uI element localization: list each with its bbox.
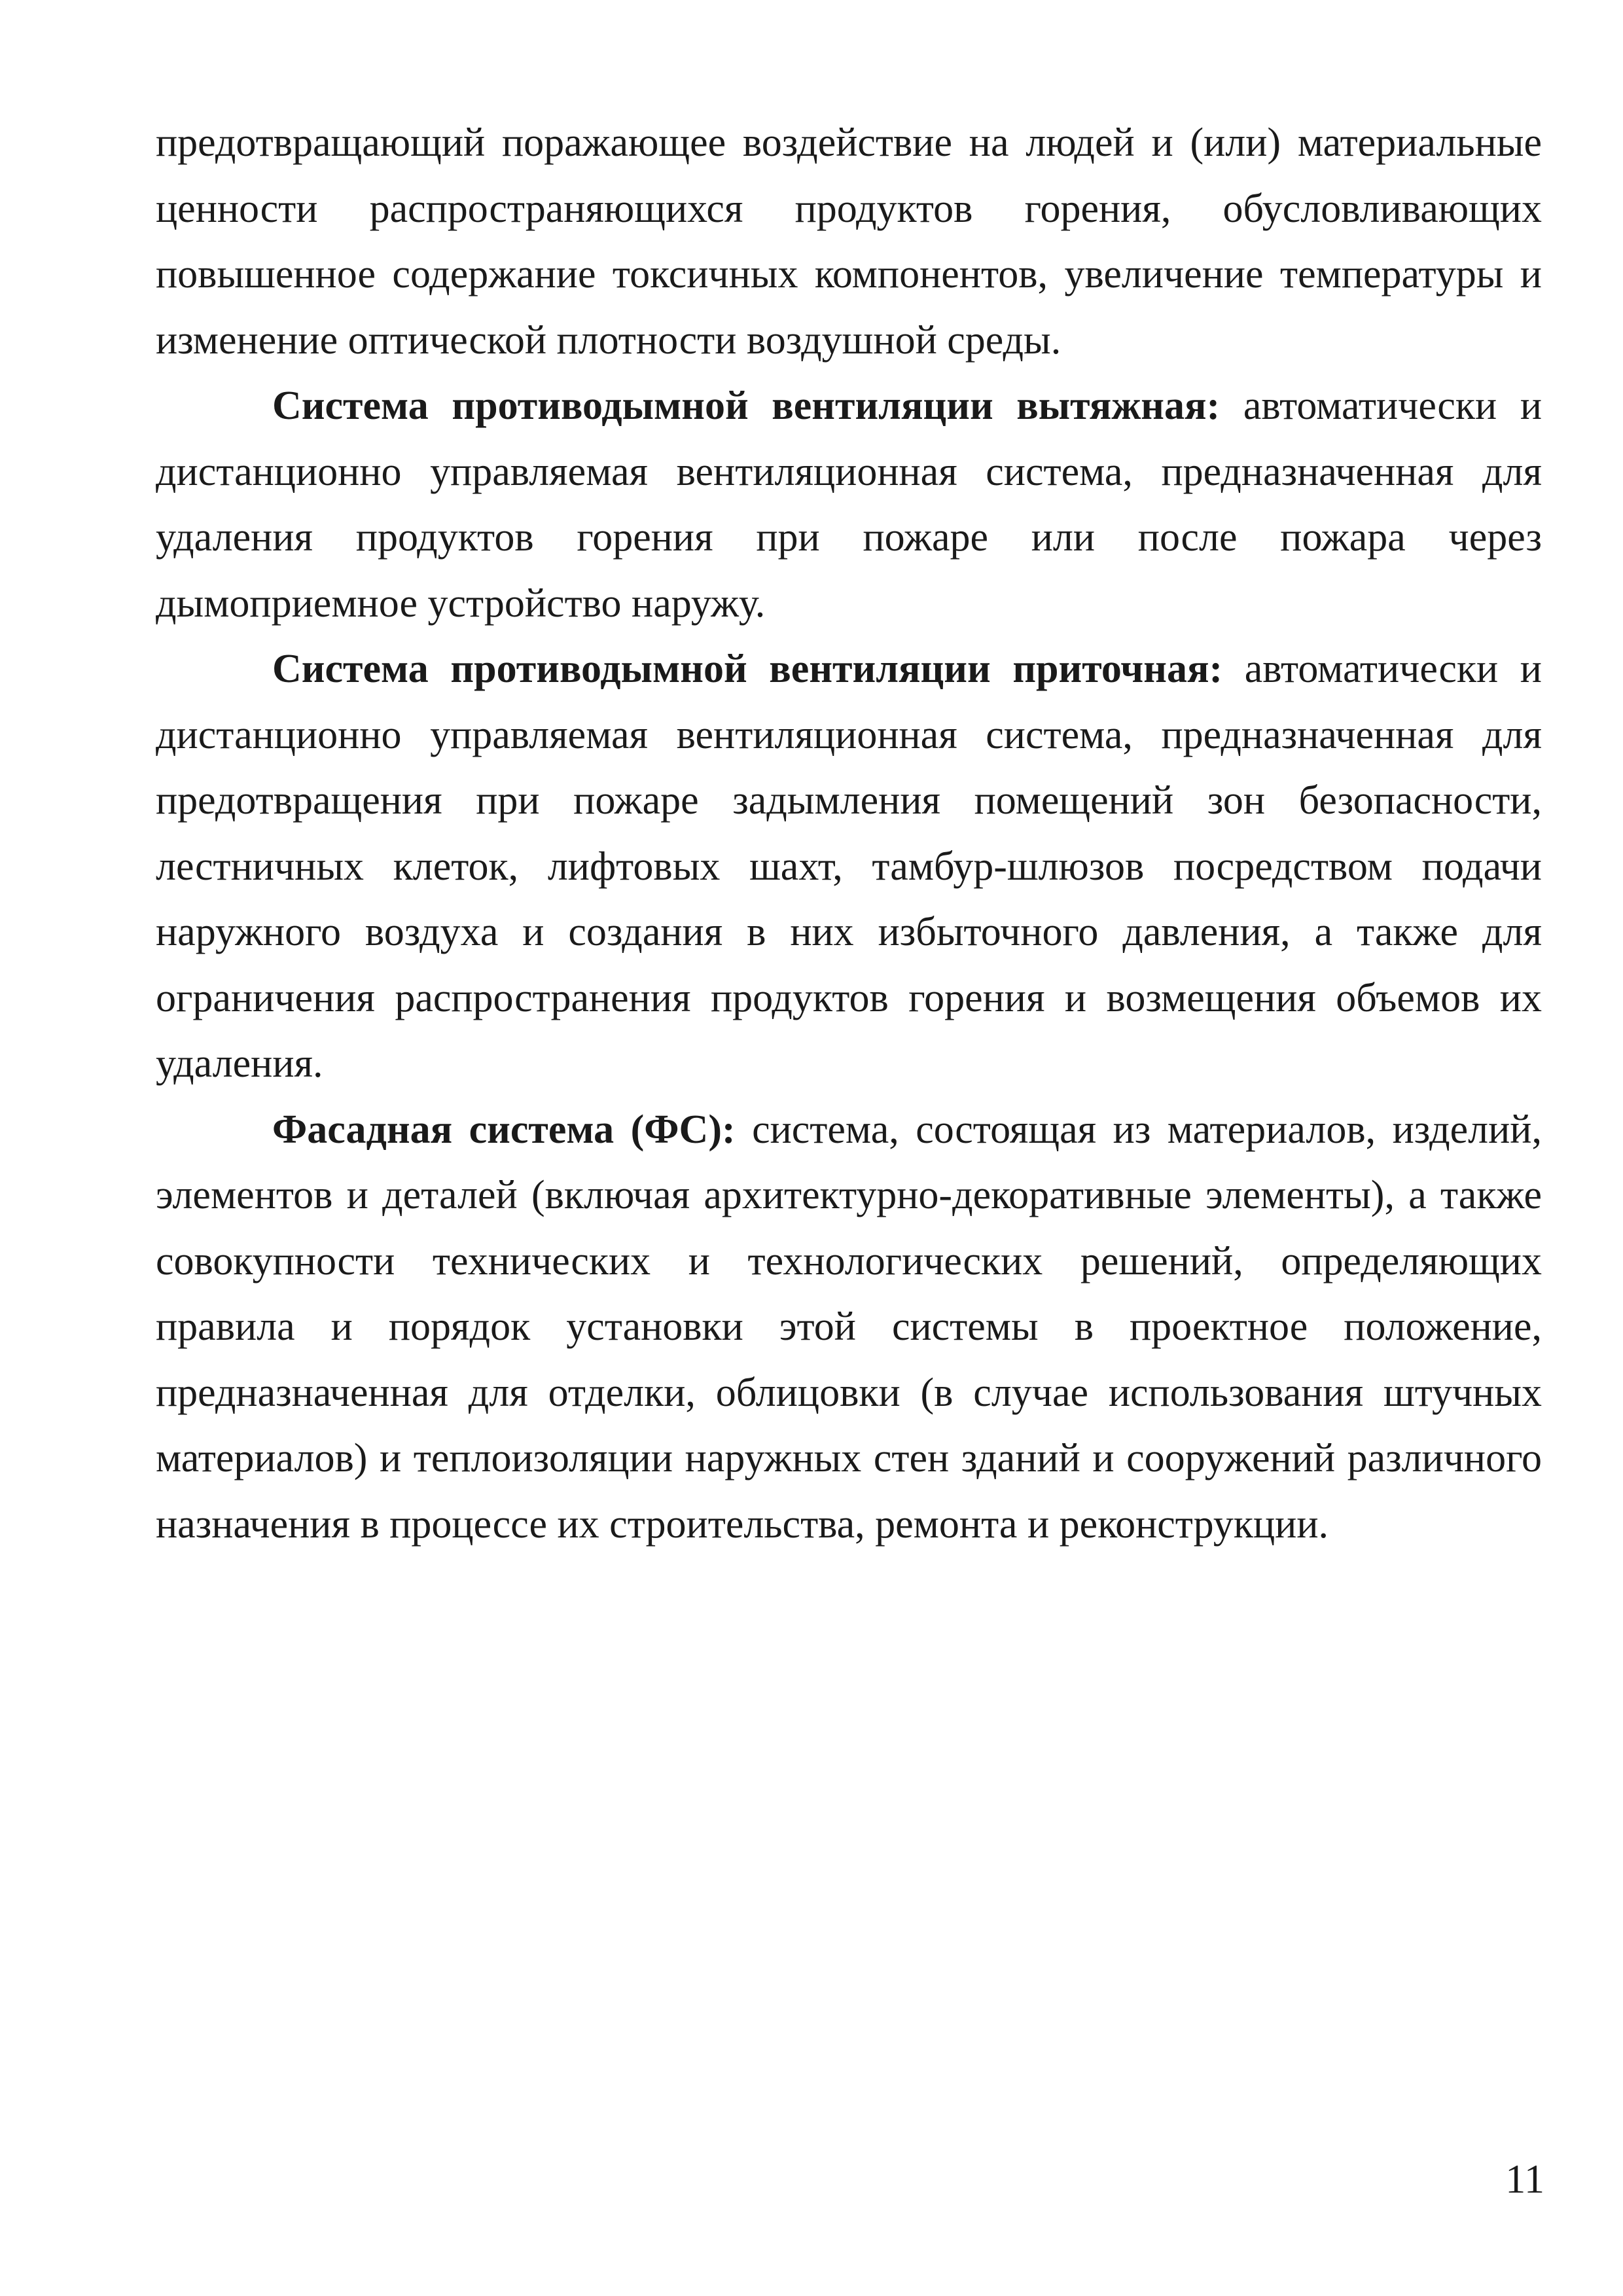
definition-text: автоматически и дистанционно управляемая вентиляционная система, предназначенная для удаления продуктов горения при пожаре или после пожара через дымоприемное устройство наружу. (156, 384, 1543, 626)
document-body (156, 110, 1542, 1557)
definition-term: Система противодымной вентиляции вытяжная: (272, 384, 1221, 428)
definition-facade-system (156, 1097, 1542, 1558)
paragraph-continuation (156, 110, 1542, 373)
definition-supply-smoke-ventilation (156, 636, 1542, 1097)
paragraph-text: предотвращающий поражающее воздействие на людей и (или) материальные ценности распространяющихся продуктов горения, обусловливающих повышенное содержание токсичных компонентов, увеличение температуры и изменение оптической плотности воздушной среды. (156, 120, 1542, 363)
page-number: 11 (1505, 2157, 1544, 2202)
definition-term: Фасадная система (ФС): (272, 1107, 736, 1152)
definition-text: автоматически и дистанционно управляемая вентиляционная система, предназначенная для предотвращения при пожаре задымления помещений зон безопасности, лестничных клеток, лифтовых шахт, тамбур-шлюзов посредством подачи наружного воздуха и создания в них избыточного давления, а также для ограничения распространения продуктов горения и возмещения объемов их удаления. (156, 647, 1542, 1086)
definition-exhaust-smoke-ventilation (156, 373, 1542, 636)
definition-text: система, состоящая из материалов, изделий, элементов и деталей (включая архитектурно-декоративные элементы), а также совокупности технических и технологических решений, определяющих правила и порядок установки этой системы в проектное положение, предназначенная для отделки, облицовки (в случае использования штучных материалов) и теплоизоляции наружных стен зданий и сооружений различного назначения в процессе их строительства, ремонта и реконструкции. (156, 1107, 1542, 1547)
definition-term: Система противодымной вентиляции приточная: (272, 647, 1223, 691)
